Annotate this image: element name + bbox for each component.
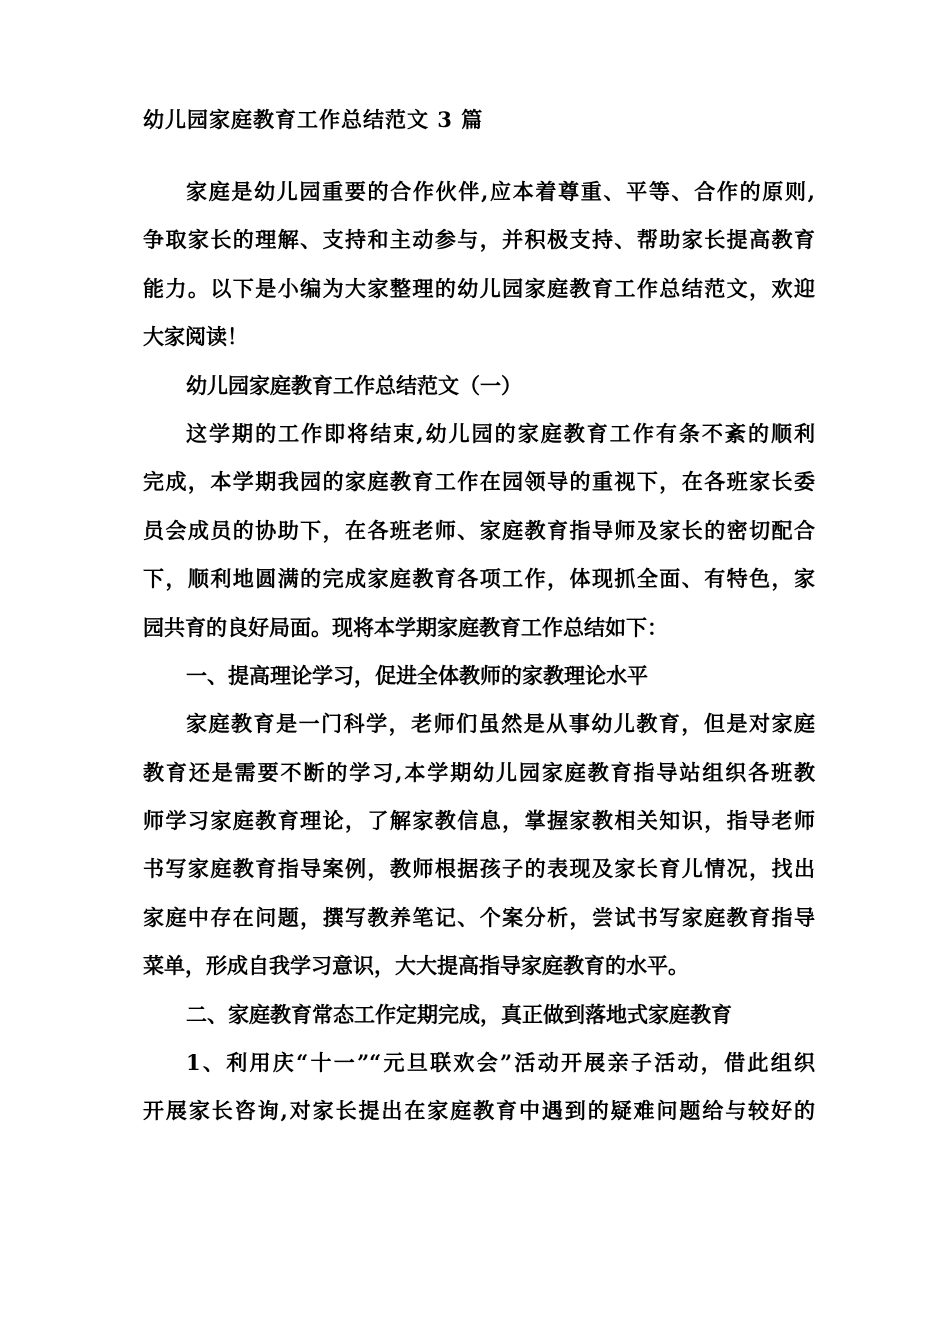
text-line: 争取家长的理解、支持和主动参与，并积极支持、帮助家长提高教育 xyxy=(143,227,815,253)
text-line: 1、利用庆“十一”“元旦联欢会”活动开展亲子活动，借此组织 xyxy=(186,1050,815,1076)
text-line: 书写家庭教育指导案例，教师根据孩子的表现及家长育儿情况，找出 xyxy=(143,856,815,882)
text-line: 员会成员的协助下，在各班老师、家庭教育指导师及家长的密切配合 xyxy=(143,517,815,543)
document-title: 幼儿园家庭教育工作总结范文 3 篇 xyxy=(143,107,484,132)
text-line: 完成，本学期我园的家庭教育工作在园领导的重视下，在各班家长委 xyxy=(143,469,815,495)
text-line: 家庭教育是一门科学，老师们虽然是从事幼儿教育，但是对家庭 xyxy=(186,711,815,737)
text-line: 家庭中存在问题，撰写教养笔记、个案分析，尝试书写家庭教育指导 xyxy=(143,904,815,930)
text-line: 教育还是需要不断的学习,本学期幼儿园家庭教育指导站组织各班教 xyxy=(143,759,815,785)
text-line: 师学习家庭教育理论，了解家教信息，掌握家教相关知识，指导老师 xyxy=(143,808,815,834)
section-heading: 幼儿园家庭教育工作总结范文（一） xyxy=(186,372,522,398)
document-body xyxy=(143,168,815,1136)
section-heading: 一、提高理论学习，促进全体教师的家教理论水平 xyxy=(186,662,648,688)
text-line: 菜单，形成自我学习意识，大大提高指导家庭教育的水平。 xyxy=(143,953,689,979)
text-line: 这学期的工作即将结束,幼儿园的家庭教育工作有条不紊的顺利 xyxy=(186,420,815,446)
text-line: 开展家长咨询,对家长提出在家庭教育中遇到的疑难问题给与较好的 xyxy=(143,1098,815,1124)
text-line: 能力。以下是小编为大家整理的幼儿园家庭教育工作总结范文，欢迎 xyxy=(143,275,815,301)
text-line: 园共育的良好局面。现将本学期家庭教育工作总结如下： xyxy=(143,614,668,640)
section-heading: 二、家庭教育常态工作定期完成，真正做到落地式家庭教育 xyxy=(186,1001,732,1027)
text-line: 下，顺利地圆满的完成家庭教育各项工作，体现抓全面、有特色，家 xyxy=(143,566,815,592)
text-line: 家庭是幼儿园重要的合作伙伴,应本着尊重、平等、合作的原则, xyxy=(186,179,815,204)
text-line: 大家阅读！ xyxy=(143,324,248,350)
